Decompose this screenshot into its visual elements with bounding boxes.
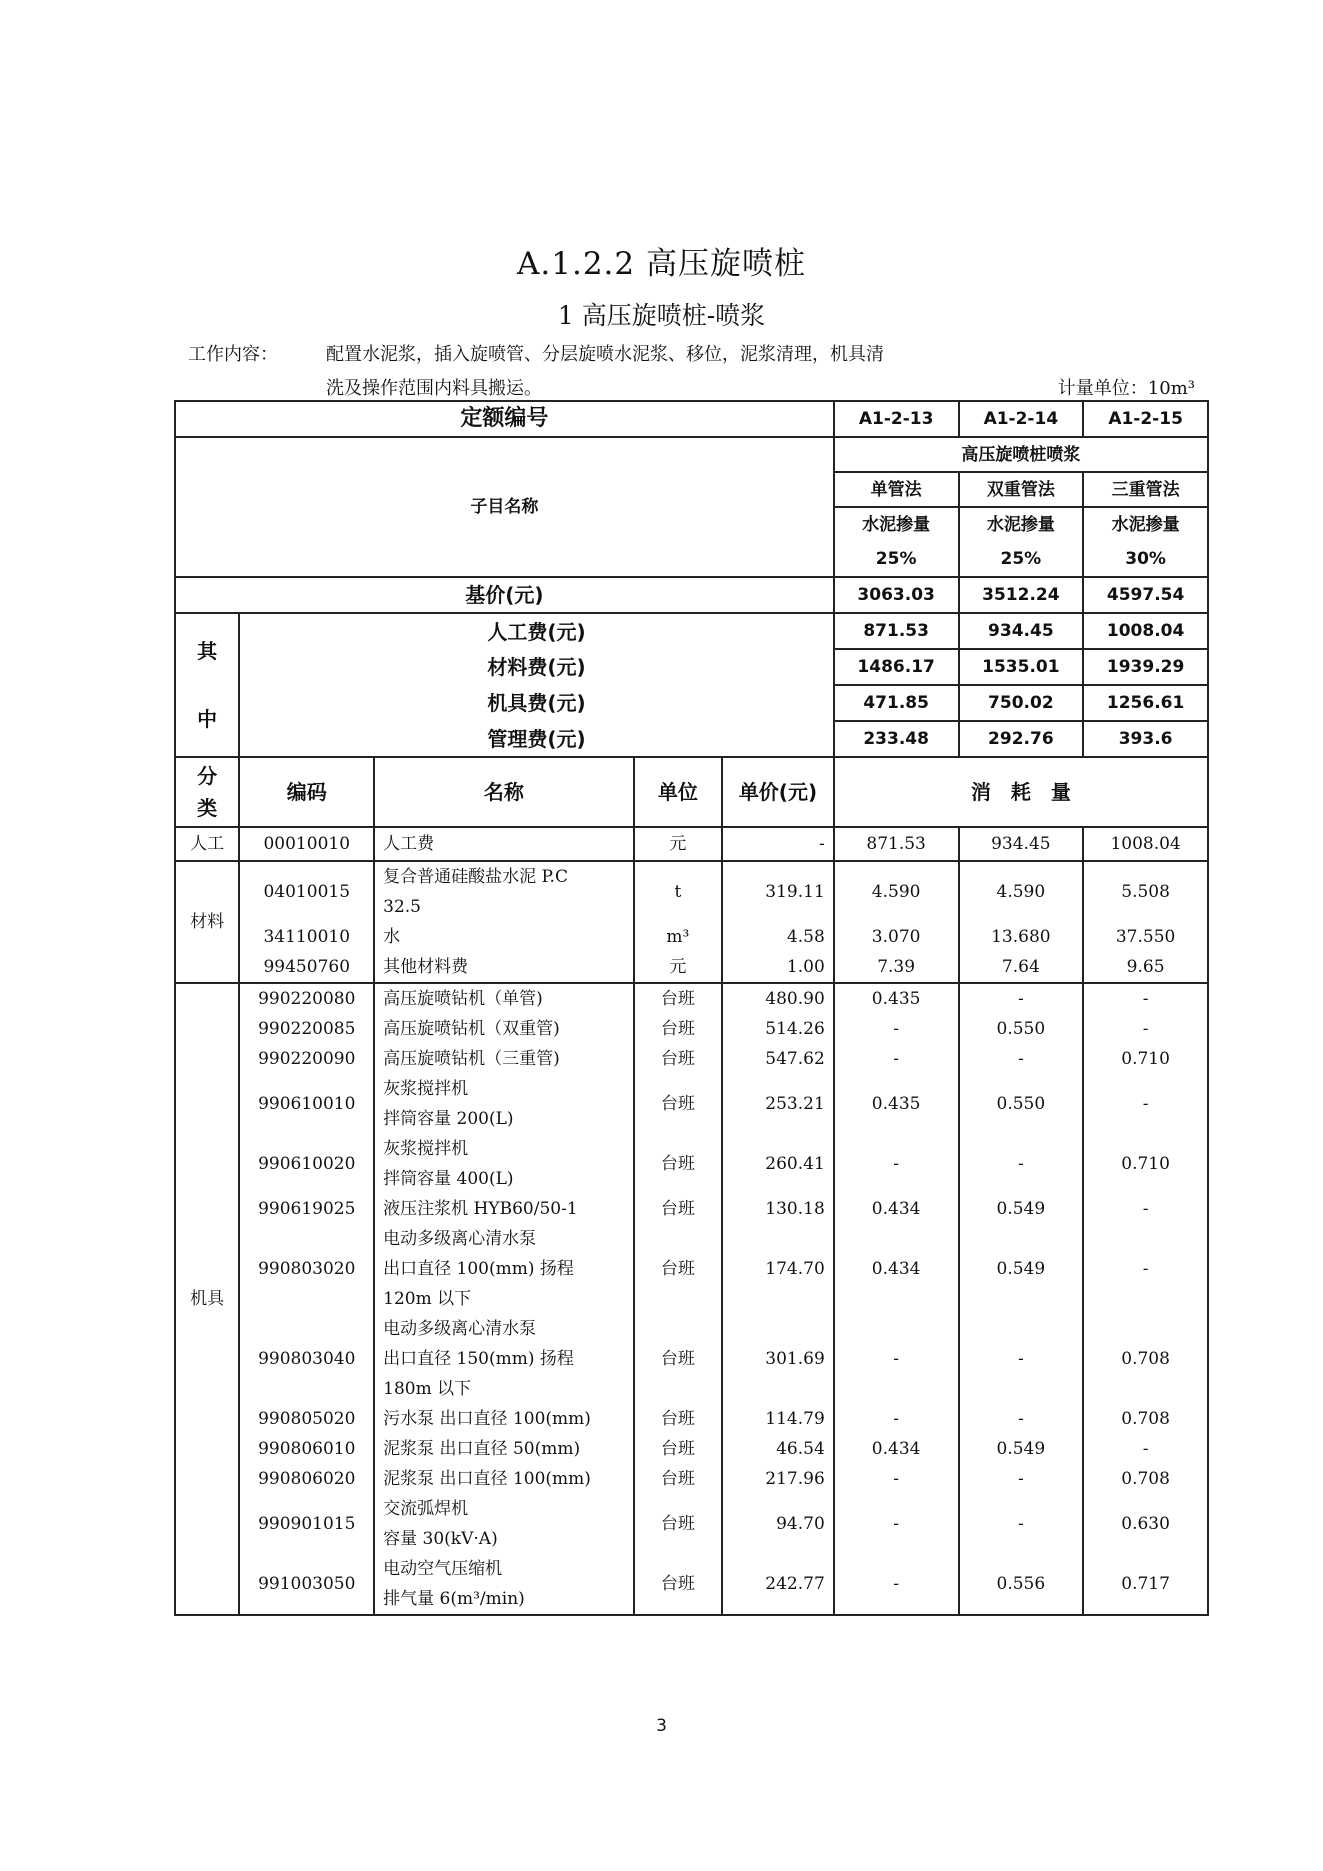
material-name-line-1: 复合普通硅酸盐水泥 P.C	[383, 867, 568, 887]
machine-row	[175, 1074, 1208, 1134]
material-category: 材料	[175, 861, 239, 983]
labor-value-3: 1008.04	[1083, 827, 1208, 861]
machine-code: 990220080	[239, 983, 374, 1014]
machine-name	[374, 1464, 634, 1494]
cement-label-2: 水泥掺量	[959, 507, 1084, 542]
machine-unit: 台班	[634, 983, 723, 1014]
machine-value-1: -	[834, 1314, 959, 1404]
machine-row	[175, 1464, 1208, 1494]
material-name-line-1: 其他材料费	[383, 957, 469, 977]
machine-name-line-1: 高压旋喷钻机（双重管)	[383, 1019, 560, 1039]
labor-row	[175, 827, 1208, 861]
breakdown-row-labor	[175, 613, 1208, 649]
machine-price: 547.62	[722, 1044, 834, 1074]
material-unit: t	[634, 861, 723, 922]
machine-name	[374, 1074, 634, 1134]
machine-code: 990803040	[239, 1314, 374, 1404]
cement-pct-2: 25%	[959, 542, 1084, 577]
machine-price: 46.54	[722, 1434, 834, 1464]
machine-name-line-1: 泥浆泵 出口直径 100(mm)	[383, 1469, 591, 1489]
machine-name-line-2: 容量 30(kV·A)	[383, 1529, 498, 1549]
machine-value-1: -	[834, 1554, 959, 1615]
quota-code-3: A1-2-15	[1083, 401, 1208, 437]
machine-value-2: -	[959, 983, 1084, 1014]
col-header-unit: 单位	[634, 757, 723, 827]
machine-name-line-2: 排气量 6(m³/min)	[383, 1589, 525, 1609]
machine-value-2: -	[959, 1464, 1084, 1494]
machine-code: 990220090	[239, 1044, 374, 1074]
machine-name	[374, 1434, 634, 1464]
machine-unit: 台班	[634, 1464, 723, 1494]
machine-value-1: -	[834, 1014, 959, 1044]
machine-name-line-1: 交流弧焊机	[383, 1499, 469, 1519]
material-value-1: 4.590	[834, 861, 959, 922]
machine-price: 260.41	[722, 1134, 834, 1194]
machine-row	[175, 1194, 1208, 1224]
machine-name-line-1: 灰浆搅拌机	[383, 1139, 469, 1159]
machine-value-3: -	[1083, 983, 1208, 1014]
machine-name	[374, 1044, 634, 1074]
machine-code: 990610010	[239, 1074, 374, 1134]
material-value-2: 7.64	[959, 952, 1084, 983]
quota-table	[174, 400, 1209, 1616]
machine-name-line-1: 高压旋喷钻机（单管)	[383, 989, 543, 1009]
machine-name-line-1: 污水泵 出口直径 100(mm)	[383, 1409, 591, 1429]
machine-price: 480.90	[722, 983, 834, 1014]
machine-unit: 台班	[634, 1554, 723, 1615]
base-price-3: 4597.54	[1083, 577, 1208, 613]
machine-value-3: 0.710	[1083, 1134, 1208, 1194]
breakdown-label-labor: 人工费(元)	[239, 613, 833, 649]
machine-value-3: -	[1083, 1434, 1208, 1464]
material-name	[374, 952, 634, 983]
machine-value-1: -	[834, 1494, 959, 1554]
column-header-row	[175, 757, 1208, 827]
material-unit: m³	[634, 922, 723, 952]
col-header-consumption: 消 耗 量	[834, 757, 1208, 827]
of-which-char-1: 其	[197, 639, 218, 663]
item-group-name: 高压旋喷桩喷浆	[834, 437, 1208, 472]
of-which-label	[175, 613, 239, 757]
cement-label-1: 水泥掺量	[834, 507, 959, 542]
breakdown-management-1: 233.48	[834, 721, 959, 757]
material-value-2: 4.590	[959, 861, 1084, 922]
machine-code: 990806010	[239, 1434, 374, 1464]
method-1: 单管法	[834, 472, 959, 507]
quota-code-label: 定额编号	[175, 401, 834, 437]
breakdown-machine-3: 1256.61	[1083, 685, 1208, 721]
machine-name-line-1: 电动空气压缩机	[383, 1559, 503, 1579]
breakdown-labor-2: 934.45	[959, 613, 1084, 649]
machine-value-1: -	[834, 1044, 959, 1074]
base-price-1: 3063.03	[834, 577, 959, 613]
machine-code: 990901015	[239, 1494, 374, 1554]
breakdown-material-2: 1535.01	[959, 649, 1084, 685]
material-value-2: 13.680	[959, 922, 1084, 952]
machine-price: 130.18	[722, 1194, 834, 1224]
labor-price: -	[722, 827, 834, 861]
breakdown-material-1: 1486.17	[834, 649, 959, 685]
machine-unit: 台班	[634, 1314, 723, 1404]
breakdown-row-management	[175, 721, 1208, 757]
machine-name-line-1: 灰浆搅拌机	[383, 1079, 469, 1099]
machine-name	[374, 1314, 634, 1404]
machine-name-line-1: 泥浆泵 出口直径 50(mm)	[383, 1439, 581, 1459]
machine-value-3: 0.708	[1083, 1404, 1208, 1434]
breakdown-material-3: 1939.29	[1083, 649, 1208, 685]
material-row	[175, 952, 1208, 983]
breakdown-management-3: 393.6	[1083, 721, 1208, 757]
machine-name	[374, 1404, 634, 1434]
machine-value-2: -	[959, 1494, 1084, 1554]
work-content-line-1: 配置水泥浆，插入旋喷管、分层旋喷水泥浆、移位，泥浆清理，机具清	[326, 344, 884, 365]
machine-value-1: -	[834, 1404, 959, 1434]
labor-value-2: 934.45	[959, 827, 1084, 861]
machine-value-1: 0.434	[834, 1224, 959, 1314]
machine-unit: 台班	[634, 1434, 723, 1464]
machine-row	[175, 1314, 1208, 1404]
material-name-line-1: 水	[383, 927, 401, 947]
material-code: 34110010	[239, 922, 374, 952]
machine-value-3: 0.717	[1083, 1554, 1208, 1615]
breakdown-label-material: 材料费(元)	[239, 649, 833, 685]
machine-name-line-1: 液压注浆机 HYB60/50-1	[383, 1199, 578, 1219]
breakdown-machine-2: 750.02	[959, 685, 1084, 721]
breakdown-labor-3: 1008.04	[1083, 613, 1208, 649]
machine-name-line-2: 拌筒容量 400(L)	[383, 1169, 514, 1189]
machine-price: 114.79	[722, 1404, 834, 1434]
base-price-2: 3512.24	[959, 577, 1084, 613]
section-subtitle: 1 高压旋喷桩-喷浆	[557, 301, 766, 330]
machine-name-line-2: 出口直径 150(mm) 扬程	[383, 1349, 574, 1369]
machine-unit: 台班	[634, 1044, 723, 1074]
machine-name-line-2: 出口直径 100(mm) 扬程	[383, 1259, 574, 1279]
machine-price: 242.77	[722, 1554, 834, 1615]
material-row	[175, 922, 1208, 952]
machine-name	[374, 1494, 634, 1554]
material-name	[374, 922, 634, 952]
quota-code-1: A1-2-13	[834, 401, 959, 437]
labor-category: 人工	[175, 827, 239, 861]
machine-unit: 台班	[634, 1014, 723, 1044]
machine-row	[175, 1224, 1208, 1314]
machine-value-1: 0.434	[834, 1434, 959, 1464]
work-content-line-2: 洗及操作范围内料具搬运。	[326, 378, 542, 399]
machine-code: 990805020	[239, 1404, 374, 1434]
machine-value-2: -	[959, 1404, 1084, 1434]
machine-price: 253.21	[722, 1074, 834, 1134]
method-3: 三重管法	[1083, 472, 1208, 507]
material-code: 04010015	[239, 861, 374, 922]
material-value-1: 7.39	[834, 952, 959, 983]
quota-code-2: A1-2-14	[959, 401, 1084, 437]
machine-value-1: -	[834, 1464, 959, 1494]
machine-value-3: -	[1083, 1224, 1208, 1314]
cement-pct-1: 25%	[834, 542, 959, 577]
labor-unit: 元	[634, 827, 723, 861]
machine-name-line-1: 电动多级离心清水泵	[383, 1229, 537, 1249]
machine-name	[374, 983, 634, 1014]
machine-name	[374, 1194, 634, 1224]
material-unit: 元	[634, 952, 723, 983]
col-header-class-char-1: 分	[197, 764, 218, 788]
machine-name-line-1: 高压旋喷钻机（三重管)	[383, 1049, 560, 1069]
method-2: 双重管法	[959, 472, 1084, 507]
machine-value-2: -	[959, 1044, 1084, 1074]
base-price-label: 基价(元)	[175, 577, 834, 613]
machine-value-3: -	[1083, 1074, 1208, 1134]
material-name-line-2: 32.5	[383, 897, 421, 917]
machine-code: 991003050	[239, 1554, 374, 1615]
work-content-label: 工作内容：	[188, 344, 278, 365]
labor-name: 人工费	[374, 827, 634, 861]
machine-price: 94.70	[722, 1494, 834, 1554]
machine-value-3: 0.708	[1083, 1314, 1208, 1404]
col-header-price: 单价(元)	[722, 757, 834, 827]
machine-price: 301.69	[722, 1314, 834, 1404]
machine-row	[175, 1404, 1208, 1434]
material-value-3: 9.65	[1083, 952, 1208, 983]
machine-unit: 台班	[634, 1224, 723, 1314]
machine-name	[374, 1134, 634, 1194]
machine-price: 514.26	[722, 1014, 834, 1044]
cement-label-3: 水泥掺量	[1083, 507, 1208, 542]
labor-code: 00010010	[239, 827, 374, 861]
material-name	[374, 861, 634, 922]
machine-value-1: 0.435	[834, 983, 959, 1014]
machine-value-3: 0.630	[1083, 1494, 1208, 1554]
cement-pct-3: 30%	[1083, 542, 1208, 577]
material-price: 4.58	[722, 922, 834, 952]
machine-code: 990803020	[239, 1224, 374, 1314]
machine-value-1: -	[834, 1134, 959, 1194]
page-number: 3	[656, 1716, 667, 1736]
quota-code-row	[175, 401, 1208, 437]
item-name-row-1	[175, 437, 1208, 472]
machine-row	[175, 1044, 1208, 1074]
machine-name-line-3: 120m 以下	[383, 1289, 472, 1309]
machine-value-2: 0.550	[959, 1014, 1084, 1044]
breakdown-labor-1: 871.53	[834, 613, 959, 649]
base-price-row	[175, 577, 1208, 613]
breakdown-management-2: 292.76	[959, 721, 1084, 757]
machine-price: 174.70	[722, 1224, 834, 1314]
machine-code: 990806020	[239, 1464, 374, 1494]
machine-value-2: -	[959, 1134, 1084, 1194]
col-header-code: 编码	[239, 757, 374, 827]
material-price: 1.00	[722, 952, 834, 983]
material-value-3: 5.508	[1083, 861, 1208, 922]
machine-value-2: 0.549	[959, 1194, 1084, 1224]
machine-value-3: -	[1083, 1014, 1208, 1044]
breakdown-machine-1: 471.85	[834, 685, 959, 721]
material-price: 319.11	[722, 861, 834, 922]
machine-value-2: 0.550	[959, 1074, 1084, 1134]
breakdown-row-material	[175, 649, 1208, 685]
section-title: A.1.2.2 高压旋喷桩	[517, 246, 806, 282]
machine-row	[175, 1554, 1208, 1615]
material-code: 99450760	[239, 952, 374, 983]
material-value-1: 3.070	[834, 922, 959, 952]
machine-category: 机具	[175, 983, 239, 1615]
machine-unit: 台班	[634, 1404, 723, 1434]
machine-unit: 台班	[634, 1494, 723, 1554]
machine-value-1: 0.434	[834, 1194, 959, 1224]
machine-code: 990619025	[239, 1194, 374, 1224]
machine-value-2: 0.556	[959, 1554, 1084, 1615]
machine-price: 217.96	[722, 1464, 834, 1494]
breakdown-label-machine: 机具费(元)	[239, 685, 833, 721]
labor-value-1: 871.53	[834, 827, 959, 861]
machine-row	[175, 1134, 1208, 1194]
machine-row	[175, 1014, 1208, 1044]
machine-row	[175, 983, 1208, 1014]
machine-unit: 台班	[634, 1074, 723, 1134]
machine-code: 990220085	[239, 1014, 374, 1044]
breakdown-row-machine	[175, 685, 1208, 721]
machine-name	[374, 1224, 634, 1314]
measurement-unit: 计量单位：10m³	[1057, 378, 1195, 399]
machine-value-3: 0.708	[1083, 1464, 1208, 1494]
machine-name	[374, 1014, 634, 1044]
machine-value-2: 0.549	[959, 1434, 1084, 1464]
col-header-class-char-2: 类	[197, 796, 218, 820]
item-name-label: 子目名称	[175, 437, 834, 577]
material-row	[175, 861, 1208, 922]
of-which-char-2: 中	[197, 707, 218, 731]
machine-name	[374, 1554, 634, 1615]
machine-name-line-3: 180m 以下	[383, 1379, 472, 1399]
machine-value-2: -	[959, 1314, 1084, 1404]
col-header-name: 名称	[374, 757, 634, 827]
machine-code: 990610020	[239, 1134, 374, 1194]
breakdown-label-management: 管理费(元)	[239, 721, 833, 757]
machine-unit: 台班	[634, 1194, 723, 1224]
material-value-3: 37.550	[1083, 922, 1208, 952]
machine-value-1: 0.435	[834, 1074, 959, 1134]
col-header-class	[175, 757, 239, 827]
machine-value-3: -	[1083, 1194, 1208, 1224]
machine-row	[175, 1434, 1208, 1464]
machine-unit: 台班	[634, 1134, 723, 1194]
machine-name-line-1: 电动多级离心清水泵	[383, 1319, 537, 1339]
machine-value-2: 0.549	[959, 1224, 1084, 1314]
machine-row	[175, 1494, 1208, 1554]
machine-name-line-2: 拌筒容量 200(L)	[383, 1109, 514, 1129]
machine-value-3: 0.710	[1083, 1044, 1208, 1074]
